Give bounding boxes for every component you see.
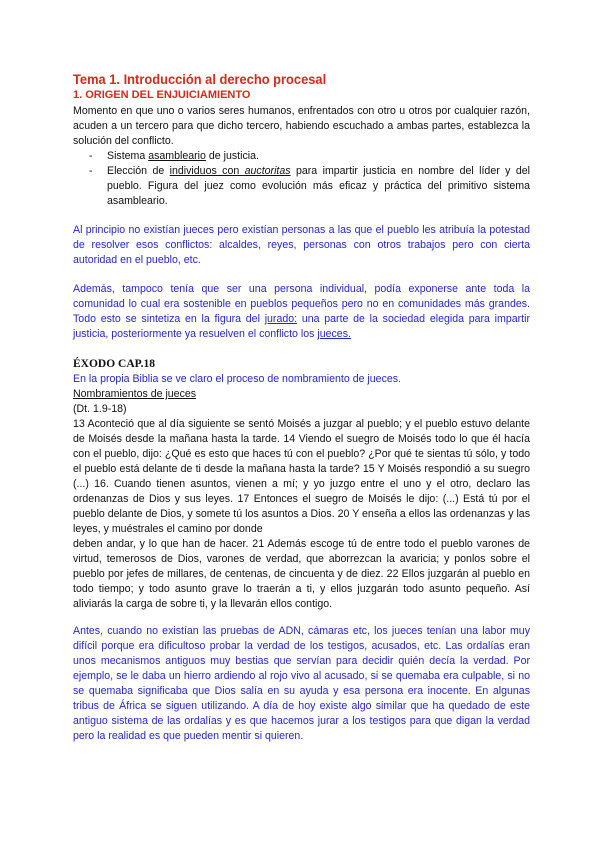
- document-page: [73, 70, 530, 744]
- note-text: una parte de la sociedad elegida para impartir justicia, posteriormente ya resuelven el conflicto los: [73, 313, 530, 340]
- bible-verses: 13 Aconteció que al día siguiente se sentó Moisés a juzgar al pueblo; y el pueblo estuvo delante de Moisés desde la mañana hasta la tarde. 14 Viendo el suegro de Moisés todo lo que él hacía con el pueblo, dijo: ¿Qué es esto que haces tú con el pueblo? ¿Por qué te sientas tú sólo, y todo el pueblo está delante de ti desde la mañana hasta la tarde? 15 Y Moisés respondió a su suegro (...) 16. Cuando tienen asuntos, vienen a mí; y yo juzgo entre el uno y el otro, declaro las ordenanzas de Dios y sus leyes. 17 Entonces el suegro de Moisés le dijo: (...) Está tú por el pueblo delante de Dios, y somete tú los asuntos a Dios. 20 Y enseña a ellos las ordenanzas y las leyes, y muéstrales el camino por donde: [73, 418, 530, 535]
- list-item: [73, 164, 530, 209]
- underlined-term: asambleario: [148, 150, 206, 162]
- bible-passage: [73, 417, 530, 612]
- item-text: de justicia.: [205, 150, 259, 162]
- exodo-intro: En la propia Biblia se ve claro el proceso de nombramiento de jueces.: [73, 373, 402, 385]
- origen-intro: Momento en que uno o varios seres humanos, enfrentados con otro u otros por cualquier razón, acuden a un tercero para que dicho tercero, habiendo escuchado a ambas partes, establezca la solución del conflicto.: [73, 105, 530, 147]
- dash-bullet: -: [89, 150, 93, 162]
- underlined-term: jueces.: [317, 328, 351, 340]
- origen-list: [73, 149, 530, 209]
- exodo-subheading: Nombramientos de jueces: [73, 388, 197, 400]
- note-paragraph: [73, 282, 530, 342]
- list-item: [73, 149, 530, 164]
- document-title: Tema 1. Introducción al derecho procesal: [73, 71, 327, 87]
- bible-verses: deben andar, y lo que han de hacer. 21 Además escoge tú de entre todo el pueblo varones de virtud, temerosos de Dios, varones de verdad, que aborrezcan la avaricia; y ponlos sobre el pueblo por jefes de millares, de centenas, de cincuenta y de diez. 22 Ellos juzgarán al pueblo en todo tiempo; y todo asunto grave lo traerán a ti, y ellos juzgarán todo asunto pequeño. Así aliviarás la carga de sobre ti, y la llevarán ellos contigo.: [73, 538, 530, 610]
- bible-reference: (Dt. 1.9-18): [73, 403, 127, 415]
- underlined-term: jurado:: [264, 313, 298, 325]
- section-subtitle: 1. ORIGEN DEL ENJUICIAMIENTO: [73, 89, 251, 101]
- note-text: Además, tampoco tenía que ser una persona individual, podía exponerse ante toda la comunidad lo cual era sostenible en pueblos pequeños pero no en comunidades más grandes. Todo esto se sintetiza en la figura del: [73, 283, 530, 325]
- item-text: para impartir justicia en nombre del líder y del pueblo. Figura del juez como evolución más eficaz y práctica del primitivo sistema asambleario.: [107, 165, 530, 207]
- ordalias-paragraph: Antes, cuando no existían las pruebas de ADN, cámaras etc, los jueces tenían una labor muy difícil porque era dificultoso probar la verdad de los testigos, acusados, etc. Las ordalías eran unos mecanismos antiguos muy bestias que servían para decidir quién decía la verdad. Por ejemplo, se le daba un hierro ardiendo al rojo vivo al acusado, si se quemaba era culpable, si no se quemaba significaba que Dios salía en su ayuda y esa persona era inocente. En algunas tribus de África se siguen utilizando. A día de hoy existe algo similar que ha quedado de este antiguo sistema de las ordalías y es que hacemos jurar a los testigos para que digan la verdad pero la realidad es que pueden mentir si quieren.: [73, 625, 530, 742]
- item-text: Sistema: [107, 150, 149, 162]
- underlined-term: auctoritas: [244, 165, 291, 177]
- exodo-heading: ÉXODO CAP.18: [73, 358, 155, 370]
- note-paragraph: Al principio no existían jueces pero existían personas a las que el pueblo les atribuía la potestad de resolver esos conflictos: alcaldes, reyes, personas con otros trabajos pero con cierta autoridad en el pueblo, etc.: [73, 224, 530, 266]
- item-text: Elección de: [107, 165, 170, 177]
- dash-bullet: -: [89, 165, 93, 177]
- underlined-term: individuos con: [169, 165, 245, 177]
